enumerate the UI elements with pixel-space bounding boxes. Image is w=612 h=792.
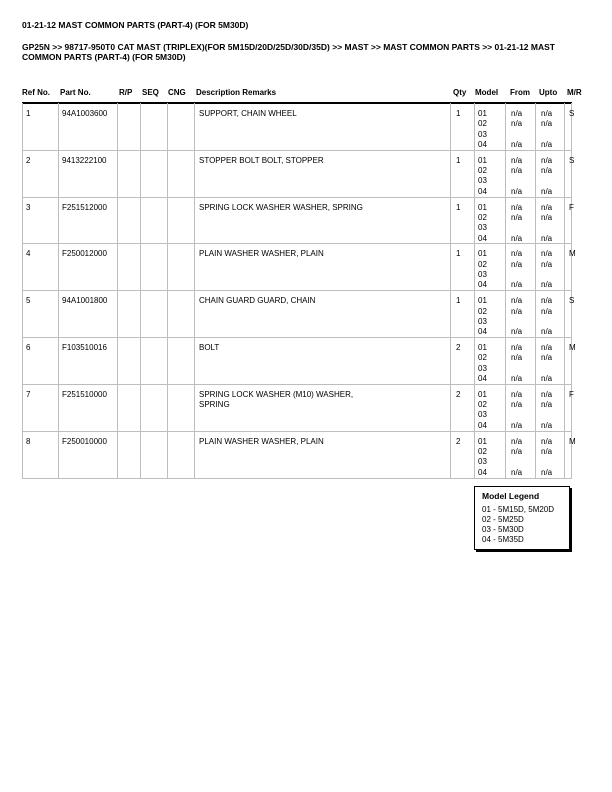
mr-cell: M <box>569 343 576 352</box>
qty-cell: 2 <box>456 389 461 399</box>
description-cell: PLAIN WASHER WASHER, PLAIN <box>199 436 324 446</box>
model-cell: 03 <box>478 176 487 186</box>
legend-item: 01 - 5M15D, 5M20D <box>482 505 555 514</box>
from-cell: n/a <box>511 139 523 149</box>
description-cell: BOLT <box>199 343 220 352</box>
model-cell: 04 <box>478 467 487 477</box>
upto-cell: n/a <box>541 166 553 176</box>
upto-cell: n/a <box>541 119 553 129</box>
part-no-cell: F250012000 <box>62 249 107 259</box>
ref-no-cell: 4 <box>26 249 31 259</box>
model-cell: 04 <box>478 139 487 149</box>
qty-cell: 2 <box>456 343 461 352</box>
ref-no-cell: 1 <box>26 109 31 118</box>
upto-cell: n/a <box>541 420 553 430</box>
model-cell: 04 <box>478 327 487 337</box>
from-cell: n/a <box>511 119 523 129</box>
breadcrumb: GP25N >> 98717-950T0 CAT MAST (TRIPLEX)(FOR 5M15D/20D/25D/30D/35D) >> MAST >> MAST COMMON PARTS >> 01-21-12 MAST COMMON PARTS (PART-4) (FOR 5M30D) <box>22 42 555 62</box>
upto-cell: n/a <box>541 109 553 118</box>
mr-cell: M <box>569 249 576 259</box>
upto-cell: n/a <box>541 373 553 383</box>
model-cell: 01 <box>478 109 487 118</box>
from-cell: n/a <box>511 373 523 383</box>
description-cell: SUPPORT, CHAIN WHEEL <box>199 109 297 118</box>
model-cell: 03 <box>478 129 487 139</box>
model-cell: 02 <box>478 353 487 363</box>
ref-no-cell: 8 <box>26 436 31 446</box>
model-cell: 02 <box>478 212 487 222</box>
description-cell: SPRING LOCK WASHER WASHER, SPRING <box>199 202 363 212</box>
upto-cell: n/a <box>541 467 553 477</box>
description-cell: SPRING LOCK WASHER (M10) WASHER, SPRING <box>199 389 354 410</box>
model-cell: 02 <box>478 400 487 410</box>
mr-cell: F <box>569 202 574 212</box>
column-header-seq: SEQ <box>142 88 159 97</box>
from-cell: n/a <box>511 446 523 456</box>
upto-cell: n/a <box>541 343 553 352</box>
legend-title: Model Legend <box>482 491 540 501</box>
page-title: 01-21-12 MAST COMMON PARTS (PART-4) (FOR 5M30D) <box>22 20 249 30</box>
column-header-qty: Qty <box>453 88 467 97</box>
from-cell: n/a <box>511 306 523 316</box>
from-cell: n/a <box>511 280 523 290</box>
from-cell: n/a <box>511 109 523 118</box>
column-header-model: Model <box>475 88 499 97</box>
from-cell: n/a <box>511 212 523 222</box>
legend-item: 02 - 5M25D <box>482 515 524 524</box>
upto-cell: n/a <box>541 306 553 316</box>
column-header-mr: M/R <box>567 88 582 97</box>
model-cell: 02 <box>478 446 487 456</box>
model-cell: 01 <box>478 296 487 306</box>
ref-no-cell: 2 <box>26 155 31 165</box>
part-no-cell: 94A1001800 <box>62 296 108 306</box>
from-cell: n/a <box>511 155 523 165</box>
part-no-cell: 9413222100 <box>62 155 107 165</box>
legend-item: 03 - 5M30D <box>482 525 524 534</box>
model-cell: 02 <box>478 306 487 316</box>
from-cell: n/a <box>511 343 523 352</box>
model-cell: 04 <box>478 233 487 243</box>
qty-cell: 1 <box>456 155 461 165</box>
model-cell: 03 <box>478 223 487 233</box>
part-no-cell: F103510016 <box>62 343 107 352</box>
column-header-rp: R/P <box>119 88 133 97</box>
from-cell: n/a <box>511 400 523 410</box>
mr-cell: S <box>569 155 575 165</box>
model-cell: 02 <box>478 119 487 129</box>
model-cell: 01 <box>478 389 487 399</box>
upto-cell: n/a <box>541 212 553 222</box>
row-divider <box>22 243 571 244</box>
model-cell: 02 <box>478 259 487 269</box>
column-header-ref: Ref No. <box>22 88 50 97</box>
mr-cell: S <box>569 296 575 306</box>
model-cell: 04 <box>478 420 487 430</box>
ref-no-cell: 7 <box>26 389 31 399</box>
model-cell: 01 <box>478 436 487 446</box>
part-no-cell: F251512000 <box>62 202 107 212</box>
model-cell: 04 <box>478 373 487 383</box>
description-cell: CHAIN GUARD GUARD, CHAIN <box>199 296 316 306</box>
column-header-cng: CNG <box>168 88 186 97</box>
upto-cell: n/a <box>541 296 553 306</box>
model-cell: 01 <box>478 249 487 259</box>
upto-cell: n/a <box>541 139 553 149</box>
from-cell: n/a <box>511 202 523 212</box>
model-cell: 04 <box>478 280 487 290</box>
row-divider <box>22 150 571 151</box>
model-cell: 01 <box>478 202 487 212</box>
from-cell: n/a <box>511 467 523 477</box>
model-cell: 03 <box>478 270 487 279</box>
mr-cell: F <box>569 389 574 399</box>
upto-cell: n/a <box>541 202 553 212</box>
mr-cell: M <box>569 436 576 446</box>
qty-cell: 2 <box>456 436 461 446</box>
ref-no-cell: 6 <box>26 343 31 352</box>
model-legend <box>474 486 570 550</box>
from-cell: n/a <box>511 166 523 176</box>
column-header-part: Part No. <box>60 88 91 97</box>
model-cell: 01 <box>478 155 487 165</box>
description-cell: PLAIN WASHER WASHER, PLAIN <box>199 249 324 259</box>
upto-cell: n/a <box>541 259 553 269</box>
from-cell: n/a <box>511 186 523 196</box>
qty-cell: 1 <box>456 109 461 118</box>
upto-cell: n/a <box>541 436 553 446</box>
column-header-desc: Description Remarks <box>196 88 277 97</box>
part-no-cell: F251510000 <box>62 389 107 399</box>
model-cell: 03 <box>478 316 487 326</box>
from-cell: n/a <box>511 249 523 259</box>
row-divider <box>22 337 571 338</box>
model-cell: 03 <box>478 410 487 420</box>
upto-cell: n/a <box>541 233 553 243</box>
model-cell: 03 <box>478 363 487 373</box>
ref-no-cell: 5 <box>26 296 31 306</box>
ref-no-cell: 3 <box>26 202 31 212</box>
model-cell: 02 <box>478 166 487 176</box>
row-divider <box>22 384 571 385</box>
from-cell: n/a <box>511 259 523 269</box>
qty-cell: 1 <box>456 296 461 306</box>
row-divider <box>22 431 571 432</box>
from-cell: n/a <box>511 389 523 399</box>
from-cell: n/a <box>511 296 523 306</box>
row-divider <box>22 197 571 198</box>
row-divider <box>22 290 571 291</box>
from-cell: n/a <box>511 327 523 337</box>
qty-cell: 1 <box>456 249 461 259</box>
part-no-cell: 94A1003600 <box>62 109 108 118</box>
upto-cell: n/a <box>541 327 553 337</box>
upto-cell: n/a <box>541 186 553 196</box>
from-cell: n/a <box>511 436 523 446</box>
model-cell: 03 <box>478 457 487 467</box>
column-header-upto: Upto <box>539 88 558 97</box>
from-cell: n/a <box>511 353 523 363</box>
upto-cell: n/a <box>541 280 553 290</box>
upto-cell: n/a <box>541 446 553 456</box>
from-cell: n/a <box>511 233 523 243</box>
model-cell: 01 <box>478 343 487 352</box>
upto-cell: n/a <box>541 389 553 399</box>
legend-item: 04 - 5M35D <box>482 535 524 544</box>
upto-cell: n/a <box>541 155 553 165</box>
model-cell: 04 <box>478 186 487 196</box>
description-cell: STOPPER BOLT BOLT, STOPPER <box>199 155 324 165</box>
part-no-cell: F250010000 <box>62 436 107 446</box>
mr-cell: S <box>569 109 575 118</box>
upto-cell: n/a <box>541 400 553 410</box>
from-cell: n/a <box>511 420 523 430</box>
qty-cell: 1 <box>456 202 461 212</box>
upto-cell: n/a <box>541 249 553 259</box>
upto-cell: n/a <box>541 353 553 363</box>
column-header-from: From <box>510 88 530 97</box>
